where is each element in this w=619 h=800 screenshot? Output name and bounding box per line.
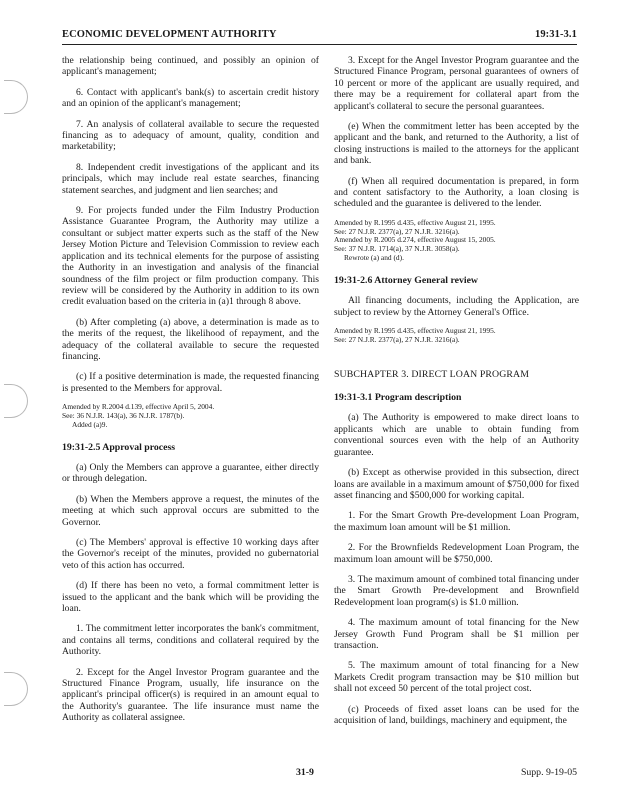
paragraph: 5. The maximum amount of total financing for a New Markets Credit program transaction may be $10 million but shall not exceed 50 percent of the total project cost. (334, 660, 579, 695)
binder-hole-mark (4, 80, 28, 114)
source-line: Amended by R.1995 d.435, effective August 21, 1995. (334, 217, 496, 227)
right-column (334, 55, 579, 735)
page-number: 31-9 (296, 767, 314, 778)
section-heading: 19:31-3.1 Program description (334, 392, 462, 404)
source-line: See: 27 N.J.R. 2377(a), 27 N.J.R. 3216(a). (334, 334, 460, 344)
source-line: Amended by R.2005 d.274, effective August 15, 2005. (334, 235, 496, 245)
source-note (334, 219, 579, 263)
paragraph: (b) When the Members approve a request, the minutes of the meeting at which such approval occurs are submitted to the Governor. (62, 493, 319, 528)
paragraph: 4. The maximum amount of total financing for the New Jersey Growth Fund Program shall be $1 million per transaction. (334, 617, 579, 651)
paragraph: 1. For the Smart Growth Pre-development Loan Program, the maximum loan amount will be $1 million. (334, 510, 579, 533)
header-title: ECONOMIC DEVELOPMENT AUTHORITY (62, 29, 277, 40)
paragraph: 2. Except for the Angel Investor Program guarantee and the Structured Finance Program, usually, life insurance on the applicant's principal officer(s) is required in an amount equal to the Authority's guarantee. The life insurance must name the Authority as collateral assignee. (62, 666, 319, 724)
running-header (62, 29, 577, 45)
paragraph: (a) The Authority is empowered to make direct loans to applicants which are unable to obtain funding from conventional sources even with the help of an Authority guarantee. (334, 412, 579, 458)
paragraph: (a) Only the Members can approve a guarantee, either directly or through delegation. (62, 461, 319, 485)
paragraph: 3. Except for the Angel Investor Program guarantee and the Structured Finance Program, personal guarantees of owners of 10 percent or more of the applicant are usually required, and there may be a requirement for collateral apart from the applicant's collateral to secure the personal guarantees. (334, 55, 579, 112)
header-rule (62, 44, 577, 45)
paragraph: (e) When the commitment letter has been accepted by the applicant and the bank, and returned to the Authority, a list of closing instructions is mailed to the attorneys for the applicant and bank. (334, 121, 579, 167)
paragraph: 6. Contact with applicant's bank(s) to ascertain credit history and an opinion of the applicant's management; (62, 86, 319, 110)
source-note (62, 403, 319, 429)
paragraph: (f) When all required documentation is prepared, in form and content satisfactory to the Authority, a loan closing is scheduled and the guarantee is delivered to the lender. (334, 175, 579, 210)
supplement-date: Supp. 9-19-05 (520, 767, 577, 778)
binder-hole-mark (4, 384, 28, 418)
source-line: Rewrote (a) and (d). (344, 253, 404, 263)
paragraph: 9. For projects funded under the Film Industry Production Assistance Guarantee Program, the Authority may utilize a consultant or subject matter experts such as the staff of the New Jersey Motion Picture and Television Commission to review each application and its technical elements for the purpose of assisting the Authority in an investigation and analysis of the financial soundness of the film project or film production company. This review will be considered by the Authority in addition to its own credit evaluation based on the criteria in (a)1 through 8 above. (62, 205, 319, 308)
source-line: Added (a)9. (72, 419, 108, 429)
left-column (62, 55, 319, 733)
paragraph: (c) Proceeds of fixed asset loans can be used for the acquisition of land, buildings, machinery and equipment, the (334, 703, 579, 727)
paragraph: 7. An analysis of collateral available to secure the requested financing as to adequacy of amount, quality, condition and marketability; (62, 118, 319, 153)
source-line: Amended by R.1995 d.435, effective August 21, 1995. (334, 326, 496, 336)
section-heading: 19:31-2.6 Attorney General review (334, 274, 479, 286)
paragraph: 3. The maximum amount of combined total financing under the Smart Growth Pre-development and Brownfield Redevelopment loan program(s) is $1.0 million. (334, 573, 579, 608)
section-heading: 19:31-2.5 Approval process (62, 441, 176, 453)
header-section-code: 19:31-3.1 (534, 29, 577, 40)
paragraph: All financing documents, including the Application, are subject to review by the Attorney General's Office. (334, 295, 579, 318)
paragraph: the relationship being continued, and possibly an opinion of applicant's management; (62, 55, 319, 78)
paragraph: (b) Except as otherwise provided in this subsection, direct loans are available in a maximum amount of $750,000 for fixed asset financing and $500,000 for working capital. (334, 467, 579, 501)
paragraph: 8. Independent credit investigations of the applicant and its principals, which may include real estate searches, financing statement searches, and judgment and lien searches; and (62, 161, 319, 196)
paragraph: (b) After completing (a) above, a determination is made as to the merits of the request, the likelihood of repayment, and the adequacy of the collateral available to secure the requested financing. (62, 316, 319, 362)
source-line: Amended by R.2004 d.139, effective April 5, 2004. (62, 402, 215, 412)
source-line: See: 36 N.J.R. 143(a), 36 N.J.R. 1787(b). (62, 410, 185, 420)
source-note (334, 327, 579, 345)
source-line: See: 37 N.J.R. 1714(a), 37 N.J.R. 3058(a). (334, 244, 460, 254)
paragraph: 2. For the Brownfields Redevelopment Loan Program, the maximum loan amount will be $750,000. (334, 542, 579, 565)
subchapter-heading: SUBCHAPTER 3. DIRECT LOAN PROGRAM (334, 368, 529, 380)
paragraph: (c) If a positive determination is made, the requested financing is presented to the Members for approval. (62, 371, 319, 394)
binder-hole-mark (4, 672, 28, 706)
paragraph: (c) The Members' approval is effective 10 working days after the Governor's receipt of the minutes, provided no gubernatorial veto of this action has occurred. (62, 536, 319, 571)
source-line: See: 27 N.J.R. 2377(a), 27 N.J.R. 3216(a). (334, 226, 460, 236)
paragraph: (d) If there has been no veto, a formal commitment letter is issued to the applicant and the bank which will be providing the loan. (62, 580, 319, 615)
paragraph: 1. The commitment letter incorporates the bank's commitment, and contains all terms, conditions and collateral required by the Authority. (62, 623, 319, 658)
